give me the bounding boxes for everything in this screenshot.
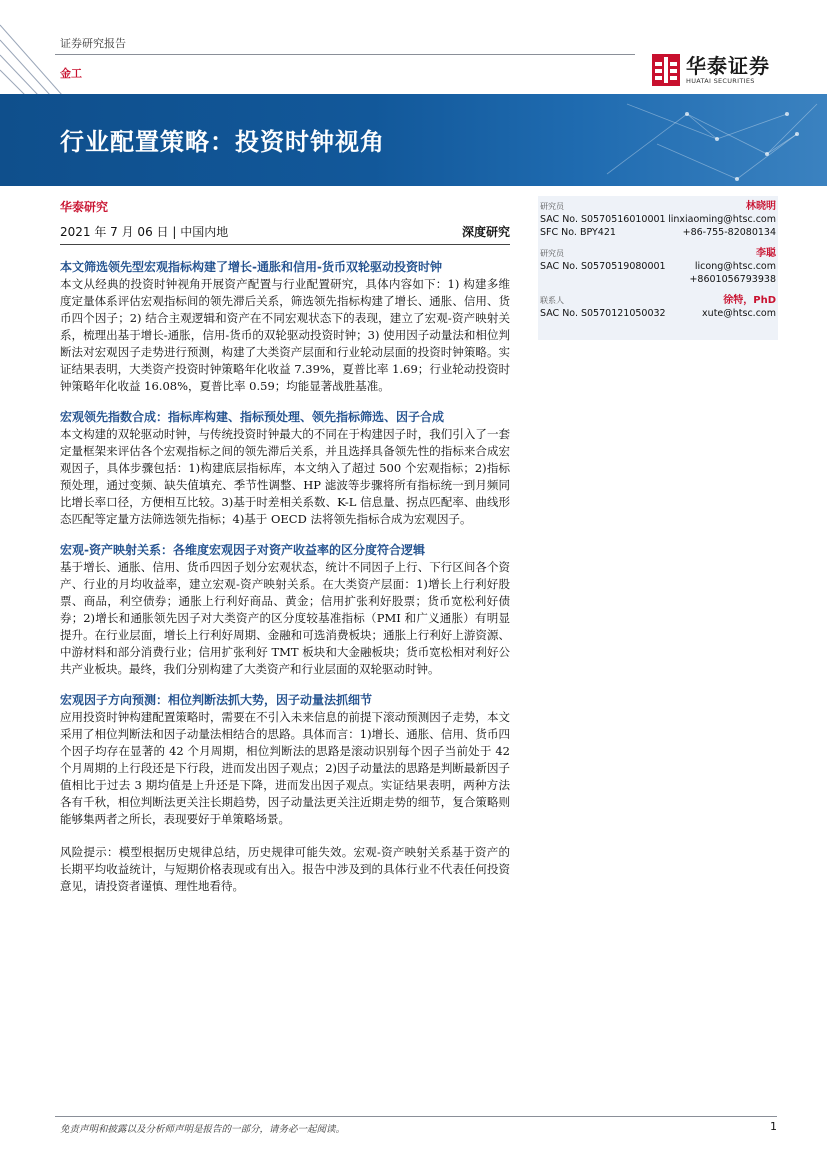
report-meta-row [60,223,510,245]
huatai-logo [652,52,792,88]
report-title: 行业配置策略：投资时钟视角 [60,128,385,156]
analyst-card [540,247,776,286]
footer-disclaimer: 免责声明和披露以及分析师声明是报告的一部分，请务必一起阅读。 [60,1124,346,1135]
report-category: 证券研究报告 [60,37,126,50]
section-body: 本文构建的双轮驱动时钟，与传统投资时钟最大的不同在于构建因子时，我们引入了一套定量框架来评估各个宏观指标之间的领先滞后关系，并且选择具备领先性的指标来合成宏观因子，具体步骤包括：1)构建底层指标库，本文纳入了超过 500 个宏观指标；2)指标预处理，通过变频、缺失值填充、季节性调整、HP 滤波等步骤将所有指标统一到月频同比增长率口径，方便相互比较。3)基于时差相关系数、K-L 信息量、拐点匹配率、曲线形态匹配等定量方法筛选领先指标；4)基于 OECD 法将领先指标合成为宏观因子。 [60,427,510,526]
analyst-email[interactable]: xute@htsc.com [702,308,776,319]
analyst-card [540,294,776,320]
analyst-role: 研究员 [540,202,564,211]
section-body: 应用投资时钟构建配置策略时，需要在不引入未来信息的前提下滚动预测因子走势，本文采用了相位判断法和因子动量法相结合的思路。具体而言：1)增长、通胀、信用、货币四个因子均存在显著的 42 个月周期，相位判断法的思路是滚动识别每个因子当前处于 42 个月周期的上行段还是下行段，进而发出因子观点；2)因子动量法的思路是判断最新因子值相比于过去 3 期均值是上升还是下降，进而发出因子观点。实证结果表明，两种方法各有千秋，相位判断法更关注长期趋势，因子动量法更关注近期走势的细节，复合策略则能够集两者之所长，表现要好于单策略场景。 [60,710,510,826]
page-number: 1 [770,1120,777,1133]
banner-network-graphic [567,94,827,186]
section-body: 基于增长、通胀、信用、货币四因子划分宏观状态，统计不同因子上行、下行区间各个资产、行业的月均收益率，建立宏观-资产映射关系。在大类资产层面：1)增长上行利好股票、商品，利空债券；通胀上行利好商品、黄金；信用扩张利好股票；货币宽松利好债券；2)增长和通胀领先因子对大类资产的区分度较基准指标（PMI 和广义通胀）有明显提升。在行业层面，增长上行利好周期、金融和可选消费板块；通胀上行利好上游资源、中游材料和部分消费行业；信用扩张利好 TMT 板块和大金融板块；货币宽松相对利好公共产业板块。最终，我们分别构建了大类资产和行业层面的双轮驱动时钟。 [60,560,510,676]
analyst-panel [538,196,778,340]
footer-divider [55,1116,777,1117]
section-heading: 宏观-资产映射关系：各维度宏观因子对资产收益率的区分度符合逻辑 [60,543,425,557]
analyst-name: 李聪 [756,248,776,259]
research-org: 华泰研究 [60,200,109,214]
analyst-email[interactable]: linxiaoming@htsc.com [668,214,776,225]
analyst-license: SFC No. BPY421 [540,227,616,238]
logo-name-en: HUATAI SECURITIES [686,77,755,85]
risk-warning-text: 风险提示：模型根据历史规律总结，历史规律可能失效。宏观-资产映射关系基于资产的长期平均收益统计，与短期价格表现或有出入。报告中涉及到的具体行业不代表任何投资意见，请投资者谨慎、理性地看待。 [60,845,510,893]
summary-section-2 [60,409,510,528]
analyst-phone: +86-755-82080134 [682,227,776,238]
report-date: 2021 年 7 月 06 日 | 中国内地 [60,225,229,239]
summary-section-3 [60,542,510,678]
logo-name-cn: 华泰证券 [686,54,770,78]
report-type: 深度研究 [461,225,510,239]
analyst-card [540,200,776,239]
title-banner [0,94,827,186]
section-heading: 本文筛选领先型宏观指标构建了增长-通胀和信用-货币双轮驱动投资时钟 [60,260,442,274]
section-heading: 宏观因子方向预测：相位判断法抓大势，因子动量法抓细节 [60,693,373,707]
analyst-license: SAC No. S0570519080001 [540,261,666,272]
analyst-license: SAC No. S0570121050032 [540,308,666,319]
summary-section-1 [60,259,510,395]
summary-section-4 [60,692,510,828]
analyst-name: 徐特，PhD [723,295,776,306]
analyst-role: 研究员 [540,249,564,258]
analyst-email[interactable]: licong@htsc.com [694,261,776,272]
header-divider [55,54,635,55]
section-heading: 宏观领先指数合成：指标库构建、指标预处理、领先指标筛选、因子合成 [60,410,445,424]
analyst-license: SAC No. S0570516010001 [540,214,666,225]
analyst-name: 林晓明 [746,201,776,212]
risk-warning-section [60,844,510,895]
section-body: 本文从经典的投资时钟视角开展资产配置与行业配置研究，具体内容如下：1) 构建多维度定量体系评估宏观指标间的领先滞后关系，筛选领先指标构建了增长、通胀、信用、货币四个因子；2) 结合主观逻辑和资产在不同宏观状态下的表现，建立了宏观-资产映射关系，梳理出基于增长-通胀，信用-货币的双轮驱动投资时钟；3) 使用因子动量法和相位判断法对宏观因子走势进行预测，构建了大类资产层面和行业轮动层面的投资时钟策略。实证结果表明，大类资产投资时钟策略年化收益 7.39%，夏普比率 1.69；行业轮动投资时钟策略年化收益 16.08%，夏普比率 0.59；均能显著战胜基准。 [60,277,510,393]
analyst-phone: +8601056793938 [689,274,776,285]
huatai-logo-icon [652,54,680,86]
report-subcategory: 金工 [60,67,82,80]
main-content [60,198,510,895]
analyst-role: 联系人 [540,296,564,305]
